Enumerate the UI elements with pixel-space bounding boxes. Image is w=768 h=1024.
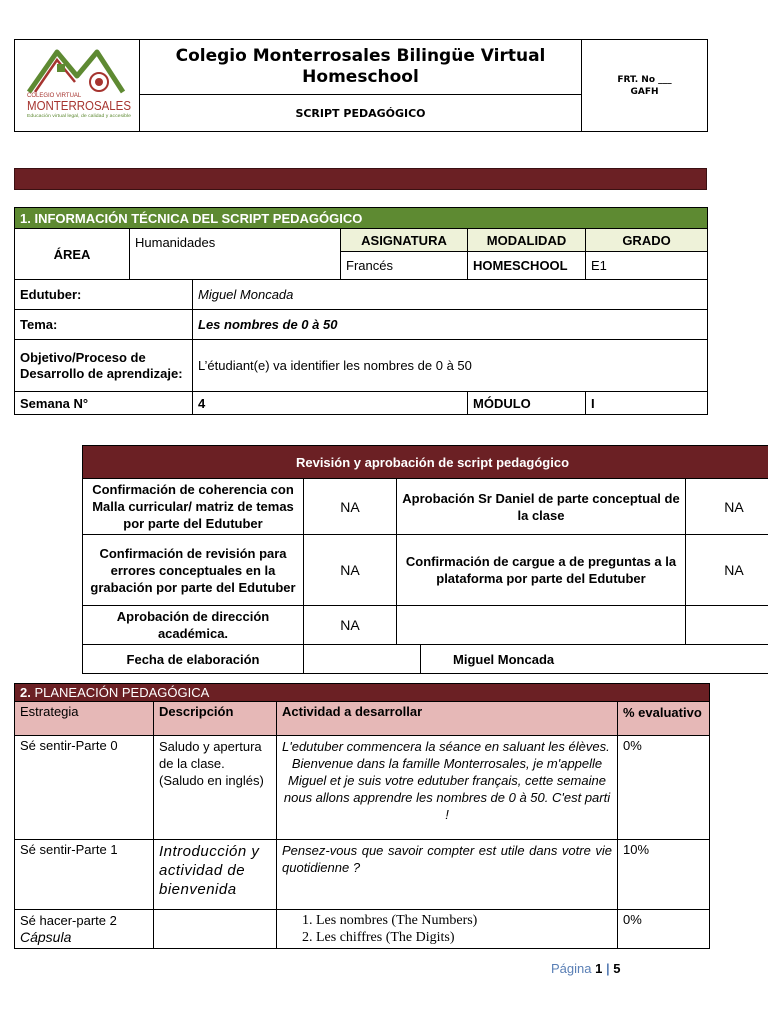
col-estrategia-header: Estrategia bbox=[15, 702, 154, 736]
questions-upload-value: NA bbox=[686, 535, 768, 606]
coherence-confirmation-value: NA bbox=[304, 479, 397, 535]
estrategia-sub: Cápsula bbox=[20, 929, 72, 945]
descripcion-cell: Introducción y actividad de bienvenida bbox=[154, 840, 277, 910]
actividad-cell: Pensez-vous que savoir compter est utile dans votre vie quotidienne ? bbox=[277, 840, 618, 910]
semana-label: Semana N° bbox=[15, 392, 193, 415]
pagina-label: Página bbox=[551, 961, 592, 976]
empty-cell bbox=[686, 606, 768, 645]
review-approval-table bbox=[82, 445, 768, 674]
edutuber-label: Edutuber: bbox=[15, 280, 193, 310]
semana-value: 4 bbox=[193, 392, 468, 415]
modulo-value: I bbox=[586, 392, 708, 415]
modalidad-label: MODALIDAD bbox=[468, 229, 586, 252]
fecha-author: Miguel Moncada bbox=[421, 645, 768, 674]
frt-line-1: FRT. No ___ bbox=[617, 74, 672, 85]
technical-info-table bbox=[14, 207, 708, 415]
objetivo-label: Objetivo/Proceso de Desarrollo de aprendizaje: bbox=[15, 340, 193, 392]
section-2-title: PLANEACIÓN PEDAGÓGICA bbox=[30, 685, 210, 700]
table-row bbox=[15, 840, 710, 910]
col-descripcion-header: Descripción bbox=[154, 702, 277, 736]
col-evaluativo-header: % evaluativo bbox=[618, 702, 710, 736]
logo-small-text: COLEGIO VIRTUAL bbox=[27, 93, 82, 99]
maroon-divider-bar bbox=[14, 168, 707, 190]
form-number-cell bbox=[582, 40, 708, 132]
school-title: Colegio Monterrosales Bilingüe Virtual Homeschool bbox=[140, 40, 582, 95]
actividad-quote: Bienvenue dans la famille Monterrosales, je m'appelle Miguel et je suis votre edutuber français, cette semaine nous allons apprendre les nombres de 0 à 50. C'est parti ! bbox=[283, 756, 611, 822]
document-subtitle: SCRIPT PEDAGÓGICO bbox=[140, 95, 582, 132]
modulo-label: MÓDULO bbox=[468, 392, 586, 415]
edutuber-value: Miguel Moncada bbox=[193, 280, 708, 310]
frt-line-2: GAFH bbox=[630, 86, 659, 97]
list-item: 2. Les chiffres (The Digits) bbox=[316, 929, 612, 946]
fecha-label: Fecha de elaboración bbox=[83, 645, 304, 674]
tema-label: Tema: bbox=[15, 310, 193, 340]
error-review-label: Confirmación de revisión para errores conceptuales en la grabación por parte del Edutuber bbox=[83, 535, 304, 606]
empty-cell bbox=[397, 606, 686, 645]
grado-label: GRADO bbox=[586, 229, 708, 252]
objetivo-value: L’étudiant(e) va identifier les nombres de 0 à 50 bbox=[193, 340, 708, 392]
estrategia-text: Sé hacer-parte 2 bbox=[20, 913, 117, 928]
area-label: ÁREA bbox=[15, 229, 130, 280]
descripcion-cell: Saludo y apertura de la clase. (Saludo en inglés) bbox=[154, 736, 277, 840]
evaluativo-cell: 10% bbox=[618, 840, 710, 910]
section-2-number: 2. bbox=[20, 685, 31, 700]
actividad-cell bbox=[277, 736, 618, 840]
tema-value: Les nombres de 0 à 50 bbox=[193, 310, 708, 340]
document-header bbox=[14, 39, 708, 132]
page-number: 1 bbox=[595, 961, 603, 976]
evaluativo-cell: 0% bbox=[618, 736, 710, 840]
estrategia-cell: Sé sentir-Parte 1 bbox=[15, 840, 154, 910]
estrategia-cell bbox=[15, 910, 154, 949]
review-heading: Revisión y aprobación de script pedagógico bbox=[83, 446, 768, 479]
list-item: 1. Les nombres (The Numbers) bbox=[316, 912, 612, 929]
logo-name: MONTERROSALES bbox=[27, 99, 131, 113]
grado-value: E1 bbox=[586, 252, 708, 280]
asignatura-value: Francés bbox=[341, 252, 468, 280]
academic-approval-label: Aprobación de dirección académica. bbox=[83, 606, 304, 645]
page-footer bbox=[551, 961, 620, 976]
actividad-cell bbox=[277, 910, 618, 949]
error-review-value: NA bbox=[304, 535, 397, 606]
conceptual-approval-value: NA bbox=[686, 479, 768, 535]
table-row bbox=[15, 910, 710, 949]
descripcion-cell bbox=[154, 910, 277, 949]
section-2-heading bbox=[15, 684, 710, 702]
logo-cell bbox=[15, 40, 140, 132]
col-actividad-header: Actividad a desarrollar bbox=[277, 702, 618, 736]
fecha-value bbox=[304, 645, 421, 674]
academic-approval-value: NA bbox=[304, 606, 397, 645]
page-separator: | bbox=[605, 961, 610, 976]
logo-tagline: Educación virtual legal, de calidad y accesible bbox=[27, 113, 132, 118]
coherence-confirmation-label: Confirmación de coherencia con Malla curricular/ matriz de temas por parte del Edutuber bbox=[83, 479, 304, 535]
monterrosales-logo-icon bbox=[19, 42, 135, 124]
pedagogical-planning-table bbox=[14, 683, 710, 949]
actividad-list bbox=[282, 912, 612, 946]
page-total: 5 bbox=[613, 961, 621, 976]
estrategia-cell: Sé sentir-Parte 0 bbox=[15, 736, 154, 840]
actividad-intro: L'edutuber commencera la séance en saluant les élèves. bbox=[282, 739, 610, 754]
area-value: Humanidades bbox=[130, 229, 341, 280]
questions-upload-label: Confirmación de cargue a de preguntas a la plataforma por parte del Edutuber bbox=[397, 535, 686, 606]
table-row bbox=[15, 736, 710, 840]
modalidad-value: HOMESCHOOL bbox=[468, 252, 586, 280]
asignatura-label: ASIGNATURA bbox=[341, 229, 468, 252]
conceptual-approval-label: Aprobación Sr Daniel de parte conceptual de la clase bbox=[397, 479, 686, 535]
evaluativo-cell: 0% bbox=[618, 910, 710, 949]
section-1-heading: 1. INFORMACIÓN TÉCNICA DEL SCRIPT PEDAGÓGICO bbox=[15, 208, 708, 229]
